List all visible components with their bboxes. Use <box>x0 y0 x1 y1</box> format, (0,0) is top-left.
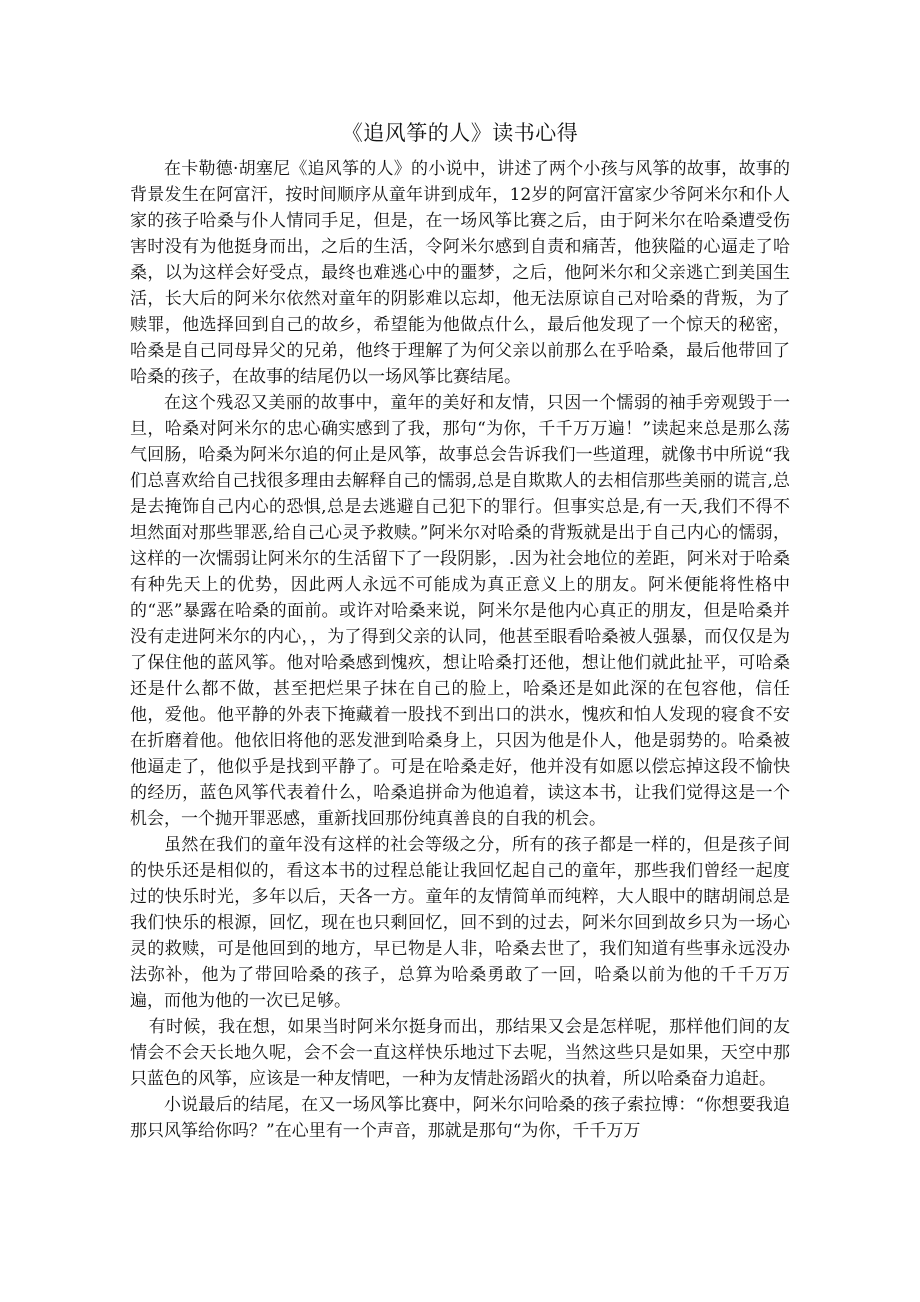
document-title: 《追风筝的人》读书心得 <box>341 121 579 145</box>
paragraph-1: 在卡勒德·胡塞尼《追风筝的人》的小说中，讲述了两个小孩与风筝的故事，故事的背景发生在阿富汗，按时间顺序从童年讲到成年，12岁的阿富汗富家少爷阿米尔和仆人家的孩子哈桑与仆人情同手足，但是，在一场风筝比赛之后，由于阿米尔在哈桑遭受伤害时没有为他挺身而出，之后的生活，令阿米尔感到自责和痛苦，他狭隘的心逼走了哈桑，以为这样会好受点，最终也难逃心中的噩梦，之后，他阿米尔和父亲逃亡到美国生活，长大后的阿米尔依然对童年的阴影难以忘却，他无法原谅自己对哈桑的背叛，为了赎罪，他选择回到自己的故乡，希望能为他做点什么，最后他发现了一个惊天的秘密，哈桑是自己同母异父的兄弟，他终于理解了为何父亲以前那么在乎哈桑，最后他带回了哈桑的孩子，在故事的结尾仍以一场风筝比赛结尾。 <box>130 159 790 387</box>
paragraph-3: 虽然在我们的童年没有这样的社会等级之分，所有的孩子都是一样的，但是孩子间的快乐还是相似的，看这本书的过程总能让我回忆起自己的童年，那些我们曾经一起度过的快乐时光，多年以后，天各一方。童年的友情简单而纯粹，大人眼中的瞎胡闹总是我们快乐的根源，回忆，现在也只剩回忆，回不到的过去，阿米尔回到故乡只为一场心灵的救赎，可是他回到的地方，早已物是人非，哈桑去世了，我们知道有些事永远没办法弥补，他为了带回哈桑的孩子，总算为哈桑勇敢了一回，哈桑以前为他的千千万万遍，而他为他的一次已足够。 <box>130 835 790 1011</box>
paragraph-5: 小说最后的结尾，在又一场风筝比赛中，阿米尔问哈桑的孩子索拉博：“你想要我追那只风筝给你吗？”在心里有一个声音，那就是那句“为你，千千万万 <box>130 1095 790 1141</box>
paragraph-4: 有时候，我在想，如果当时阿米尔挺身而出，那结果又会是怎样呢，那样他们间的友情会不会天长地久呢，会不会一直这样快乐地过下去呢，当然这些只是如果，天空中那只蓝色的风筝，应该是一种友情吧，一种为友情赴汤蹈火的执着，所以哈桑奋力追赶。 <box>130 1017 790 1089</box>
document-body <box>130 156 790 1144</box>
paragraph-2: 在这个残忍又美丽的故事中，童年的美好和友情，只因一个懦弱的袖手旁观毁于一旦，哈桑对阿米尔的忠心确实感到了我，那句“为你，千千万万遍！”读起来总是那么荡气回肠，哈桑为阿米尔追的何止是风筝，故事总会告诉我们一些道理，就像书中所说“我们总喜欢给自己找很多理由去解释自己的懦弱,总是自欺欺人的去相信那些美丽的谎言,总是去掩饰自己内心的恐惧,总是去逃避自己犯下的罪行。但事实总是,有一天,我们不得不坦然面对那些罪恶,给自己心灵予救赎。”阿米尔对哈桑的背叛就是出于自己内心的懦弱，这样的一次懦弱让阿米尔的生活留下了一段阴影，.因为社会地位的差距，阿米对于哈桑有种先天上的优势，因此两人永远不可能成为真正意义上的朋友。阿米便能将性格中的“恶”暴露在哈桑的面前。或许对哈桑来说，阿米尔是他内心真正的朋友，但是哈桑并没有走进阿米尔的内心，，为了得到父亲的认同，他甚至眼看哈桑被人强暴，而仅仅是为了保住他的蓝风筝。他对哈桑感到愧疚，想让哈桑打还他，想让他们就此扯平，可哈桑还是什么都不做，甚至把烂果子抹在自己的脸上，哈桑还是如此深的在包容他，信任他，爱他。他平静的外表下掩藏着一股找不到出口的洪水，愧疚和怕人发现的寝食不安在折磨着他。他依旧将他的恶发泄到哈桑身上，只因为他是仆人，他是弱势的。哈桑被他逼走了，他似乎是找到平静了。可是在哈桑走好，他并没有如愿以偿忘掉这段不愉快的经历，蓝色风筝代表着什么，哈桑追拼命为他追着，读这本书，让我们觉得这是一个机会，一个抛开罪恶感，重新找回那份纯真善良的自我的机会。 <box>130 393 790 829</box>
